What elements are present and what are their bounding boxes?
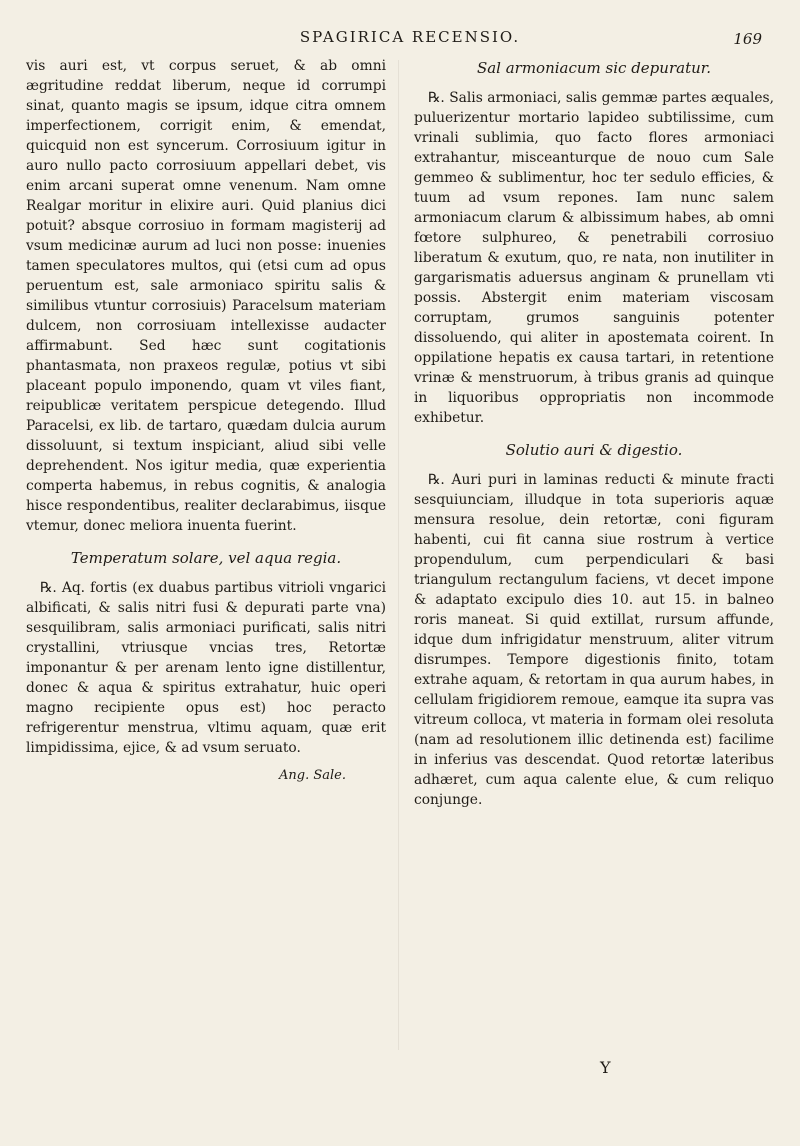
right-paragraph-1: ℞. Salis armoniaci, salis gemmæ partes æquales, puluerizentur mortario lapideo subtilissime, cum vrinali sublimia, quo facto flores armoniaci extrahantur, misceanturque de nouo cum Sale gemmeo & sublimentur, hoc ter sedulo efficies, & tuum ad vsum repones. Iam nunc salem armoniacum clarum & albissimum habes, ab omni fœtore sulphureo, & penetrabili corrosiuo liberatum & exutum, quo, re nata, non inutiliter in gargarismatis aduersus anginam & prunellam vti possis. Abstergit enim materiam viscosam corruptam, grumos sanguinis potenter dissoluendo, qui aliter in apostemata coirent. In oppilatione hepatis ex causa tartari, in retentione vrinæ & menstruorum, à tribus granis ad quinque in liquoribus oppropriatis non incommode exhibetur. [414, 90, 774, 426]
left-paragraph-2: ℞. Aq. fortis (ex duabus partibus vitrioli vngarici albificati, & salis nitri fusi & depurati parte vna) sesquilibram, salis armoniaci purificati, salis nitri crystallini, vtriusque vncias tres, Retortæ imponantur & per arenam lento igne distillentur, donec & aqua & spiritus extrahatur, huic operi magno recipiente opus est) hoc peracto refrigerentur menstrua, vltimu aquam, quæ erit limpidissima, ejice, & ad vsum seruato. [26, 580, 386, 756]
running-title: SPAGIRICA RECENSIO. [299, 28, 521, 46]
right-column [414, 56, 774, 816]
right-paragraph-2: ℞. Auri puri in laminas reducti & minute fracti sesquiunciam, illudque in tota superioris aquæ mensura resolue, dein retortæ, coni figuram habenti, cui fit canna siue rostrum à vertice propendulum, cum perpendiculari & basi triangulum rectangulum faciens, vt decet impone & adaptato excipulo dies 10. aut 15. in balneo roris maneat. Si quid extillat, rursum affunde, idque dum infrigidatur menstruum, aliter vitrum disrumpes. Tempore digestionis finito, totam extrahe aquam, & retortam in qua aurum habes, in cellulam frigidiorem remoue, eamque ita supra vas vitreum colloca, vt materia in formam olei resoluta (nam ad resolutionem illic detinenda est) facilime in inferius vas descendat. Quod retortæ lateribus adhæret, cum aqua calente elue, & cum reliquo conjunge. [414, 472, 774, 808]
left-column [26, 56, 386, 786]
signature-mark: Y [600, 1058, 611, 1077]
catchword: Ang. Sale. [279, 768, 346, 783]
page-header [0, 28, 800, 58]
page-number: 169 [733, 30, 762, 48]
section-heading-aqua-regia: Temperatum solare, vel aqua regia. [70, 549, 342, 567]
section-heading-solutio-auri: Solutio auri & digestio. [505, 441, 683, 459]
section-heading-sal-armoniacum: Sal armoniacum sic depuratur. [476, 59, 712, 77]
left-paragraph-1: vis auri est, vt corpus seruet, & ab omni ægritudine reddat liberum, neque id corrumpi sinat, quanto magis se ipsum, idque citra omnem imperfectionem, corrigit enim, & emendat, quicquid non est syncerum. Corrosiuum igitur in auro nullo pacto corrosiuum appellari debet, vis enim arcani superat omne venenum. Nam omne Realgar moritur in elixire auri. Quid planius dici potuit? absque corrosiuo in formam magisterij ad vsum medicinæ aurum ad luci non posse: inuenies tamen speculatores multos, qui (etsi cum ad opus peruentum est, sale armoniaco spiritu salis & similibus vtuntur corrosiuis) Paracelsum materiam dulcem, non corrosiuam intellexisse audacter affirmabunt. Sed hæc sunt cogitationis phantasmata, non praxeos regulæ, potius vt sibi placeant populo imponendo, quam vt viles fiant, reipublicæ veritatem perspicue detegendo. Illud Paracelsi, ex lib. de tartaro, quædam dulcia aurum dissoluunt, si textum inspiciant, aliud sibi velle deprehendent. Nos igitur media, quæ experientia comperta habemus, in rebus cognitis, & analogia hisce respondentibus, realiter declarabimus, iisque vtemur, donec meliora inuenta fuerint. [26, 58, 386, 534]
gutter [398, 60, 399, 1050]
